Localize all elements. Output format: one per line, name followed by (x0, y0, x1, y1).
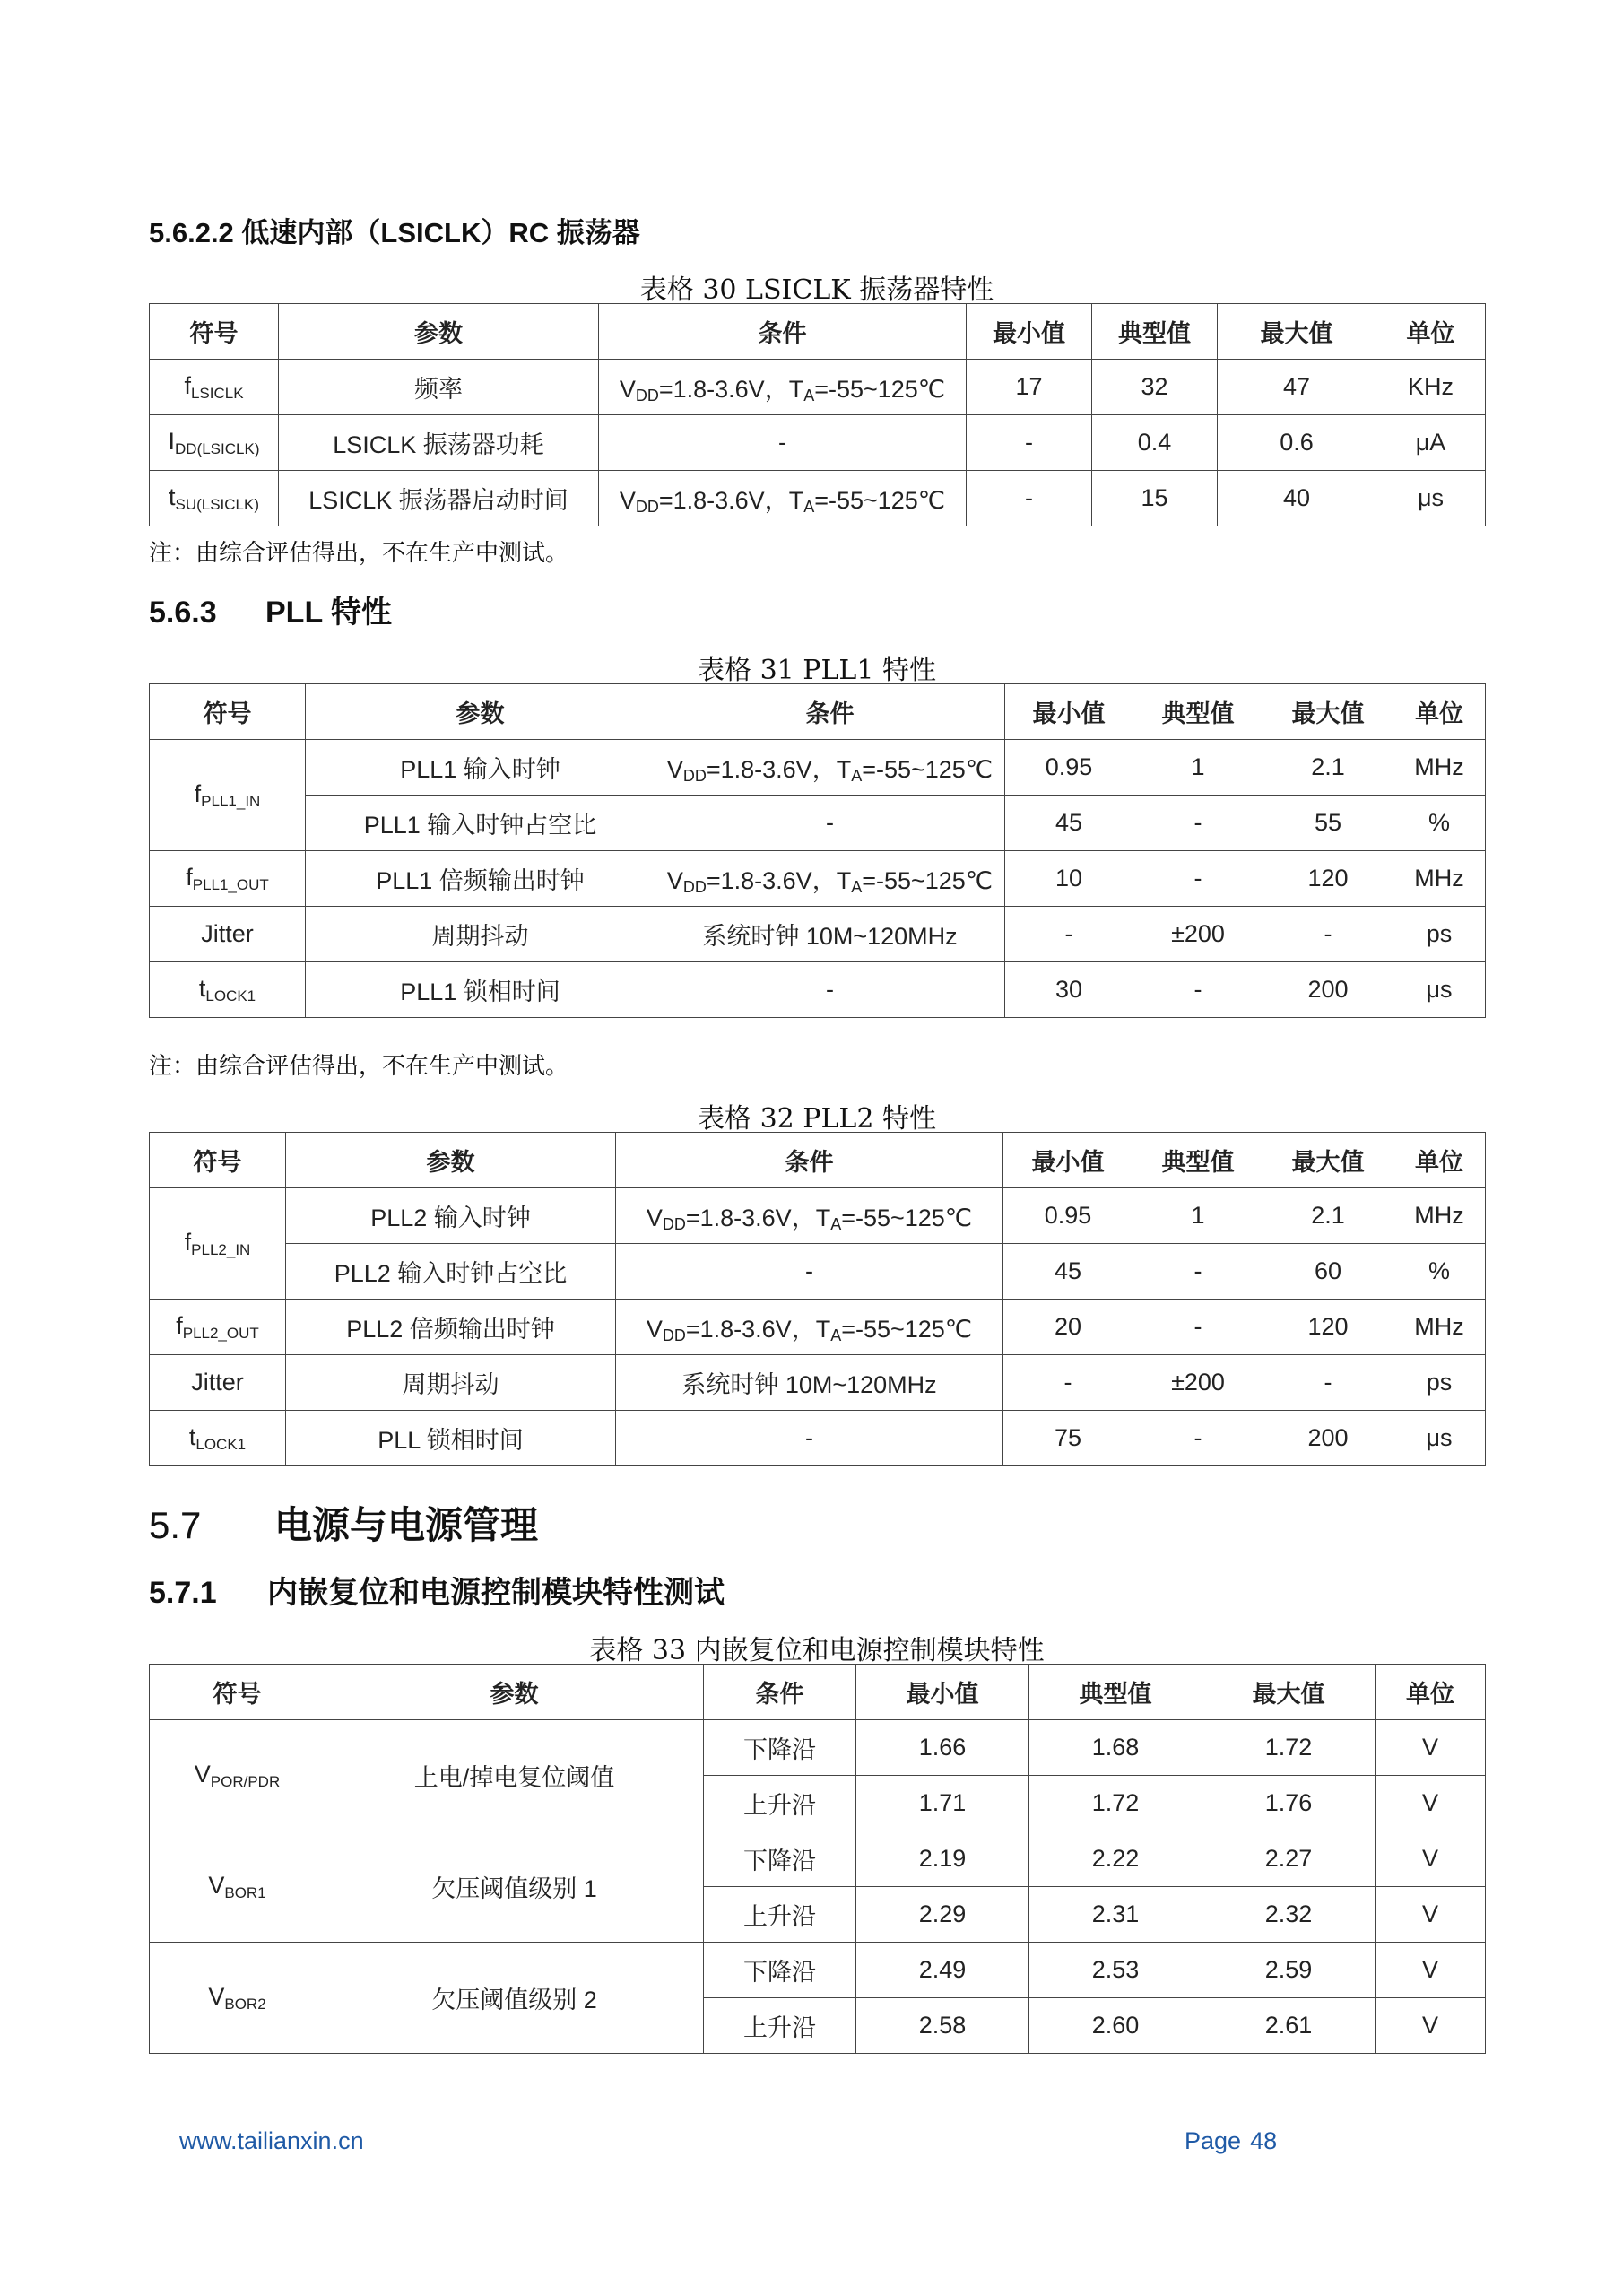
cell-typ: ±200 (1133, 907, 1263, 962)
cell-cond: - (599, 415, 967, 471)
section-heading-text: 电源与电源管理 (274, 1504, 539, 1546)
header-symbol: 符号 (150, 684, 306, 740)
cell-symbol: $f_{PLL2\_OUT}$ (150, 1300, 286, 1355)
cell-symbol: $t_{LOCK1}$ (150, 1411, 286, 1466)
cell-param: 周期抖动 (306, 907, 655, 962)
cell-unit: μA (1376, 415, 1486, 471)
footer-website-link[interactable]: www.tailianxin.cn (179, 2127, 364, 2154)
cell-unit: % (1393, 796, 1486, 851)
cell-unit: μs (1393, 1411, 1486, 1466)
cell-min: 2.19 (856, 1831, 1029, 1887)
header-cond: 条件 (655, 684, 1005, 740)
header-typ: 典型值 (1092, 304, 1218, 360)
section-heading-text: 内嵌复位和电源控制模块特性测试 (267, 1576, 725, 1610)
cell-cond: $V_{DD}=1.8-3.6V$，$T_A=-55\sim 125℃$ (655, 851, 1005, 907)
cell-min: 0.95 (1005, 740, 1133, 796)
cell-unit: μs (1393, 962, 1486, 1018)
table-header-row (150, 1665, 1486, 1720)
cell-symbol: $f_{PLL2\_IN}$ (150, 1188, 286, 1300)
table-header-row (150, 684, 1486, 740)
table-row (150, 471, 1486, 526)
section-number: 5.7 (149, 1504, 202, 1546)
cell-unit: V (1376, 1998, 1486, 2054)
section-heading-text: 5.6.2.2 低速内部（LSICLK）RC 振荡器 (149, 217, 640, 248)
section-heading-563 (149, 587, 392, 631)
cell-max: 2.1 (1263, 1188, 1393, 1244)
cell-cond: $V_{DD}=1.8-3.6V$，$T_A=-55\sim 125℃$ (655, 740, 1005, 796)
header-min: 最小值 (1005, 684, 1133, 740)
cell-param: 周期抖动 (286, 1355, 616, 1411)
cell-min: 1.71 (856, 1776, 1029, 1831)
cell-min: - (967, 471, 1092, 526)
header-cond: 条件 (616, 1133, 1003, 1188)
table-31-pll1 (149, 683, 1486, 1018)
cell-param: 频率 (279, 360, 599, 415)
header-symbol: 符号 (150, 1665, 325, 1720)
cell-typ: 2.60 (1029, 1998, 1202, 2054)
cell-unit: V (1376, 1943, 1486, 1998)
header-unit: 单位 (1393, 1133, 1486, 1188)
cell-param: 欠压阈值级别 2 (325, 1943, 704, 2054)
cell-cond: - (655, 962, 1005, 1018)
cell-param: PLL2 输入时钟占空比 (286, 1244, 616, 1300)
cell-max: - (1263, 907, 1393, 962)
cell-param: LSICLK 振荡器启动时间 (279, 471, 599, 526)
cell-typ: - (1133, 962, 1263, 1018)
table-header-row (150, 1133, 1486, 1188)
cell-typ: 32 (1092, 360, 1218, 415)
cell-cond: 下降沿 (704, 1831, 856, 1887)
cell-symbol: Jitter (150, 907, 306, 962)
header-unit: 单位 (1376, 304, 1486, 360)
cell-symbol: Jitter (150, 1355, 286, 1411)
cell-cond: 上升沿 (704, 1998, 856, 2054)
table-row (150, 962, 1486, 1018)
header-param: 参数 (306, 684, 655, 740)
cell-max: 120 (1263, 851, 1393, 907)
table-row (150, 796, 1486, 851)
cell-unit: MHz (1393, 740, 1486, 796)
header-typ: 典型值 (1133, 1133, 1263, 1188)
cell-symbol: $t_{LOCK1}$ (150, 962, 306, 1018)
cell-cond: 上升沿 (704, 1887, 856, 1943)
cell-typ: 1 (1133, 740, 1263, 796)
cell-param: PLL1 倍频输出时钟 (306, 851, 655, 907)
cell-symbol: $f_{PLL1\_IN}$ (150, 740, 306, 851)
header-typ: 典型值 (1133, 684, 1263, 740)
cell-min: 45 (1003, 1244, 1133, 1300)
cell-param: PLL1 输入时钟 (306, 740, 655, 796)
cell-min: 0.95 (1003, 1188, 1133, 1244)
cell-unit: V (1376, 1887, 1486, 1943)
cell-unit: V (1376, 1831, 1486, 1887)
cell-cond: 上升沿 (704, 1776, 856, 1831)
cell-unit: KHz (1376, 360, 1486, 415)
cell-symbol: $t_{SU(LSICLK)}$ (150, 471, 279, 526)
table-row (150, 1831, 1486, 1887)
cell-min: 30 (1005, 962, 1133, 1018)
cell-unit: V (1376, 1776, 1486, 1831)
cell-unit: MHz (1393, 851, 1486, 907)
table-33-reset-power (149, 1664, 1486, 2054)
cell-cond: 下降沿 (704, 1720, 856, 1776)
cell-cond: 系统时钟 10M~120MHz (655, 907, 1005, 962)
cell-min: 1.66 (856, 1720, 1029, 1776)
section-heading-text: PLL 特性 (265, 596, 393, 630)
table-row (150, 1300, 1486, 1355)
cell-min: 17 (967, 360, 1092, 415)
table-30-caption: 表格 30 LSICLK 振荡器特性 (639, 274, 994, 306)
cell-symbol: $V_{POR/PDR}$ (150, 1720, 325, 1831)
header-typ: 典型值 (1029, 1665, 1202, 1720)
cell-typ: - (1133, 1300, 1263, 1355)
cell-max: 200 (1263, 1411, 1393, 1466)
header-min: 最小值 (967, 304, 1092, 360)
cell-symbol: $V_{BOR1}$ (150, 1831, 325, 1943)
table-32-caption: 表格 32 PLL2 特性 (698, 1103, 936, 1135)
cell-max: 1.76 (1202, 1776, 1376, 1831)
cell-param: PLL 锁相时间 (286, 1411, 616, 1466)
cell-max: 2.59 (1202, 1943, 1376, 1998)
cell-unit: MHz (1393, 1188, 1486, 1244)
cell-param: PLL2 倍频输出时钟 (286, 1300, 616, 1355)
header-max: 最大值 (1218, 304, 1376, 360)
cell-max: 0.6 (1218, 415, 1376, 471)
section-heading-57 (149, 1496, 538, 1550)
header-param: 参数 (279, 304, 599, 360)
cell-min: - (1005, 907, 1133, 962)
cell-max: 47 (1218, 360, 1376, 415)
table-row (150, 1720, 1486, 1776)
cell-param: 欠压阈值级别 1 (325, 1831, 704, 1943)
table-row (150, 740, 1486, 796)
table-row (150, 415, 1486, 471)
cell-cond: 下降沿 (704, 1943, 856, 1998)
cell-max: 120 (1263, 1300, 1393, 1355)
cell-cond: $V_{DD}=1.8-3.6V$，$T_A=-55\sim 125℃$ (599, 471, 967, 526)
cell-max: - (1263, 1355, 1393, 1411)
cell-min: - (967, 415, 1092, 471)
cell-typ: 0.4 (1092, 415, 1218, 471)
table-row (150, 907, 1486, 962)
section-number: 5.7.1 (149, 1576, 217, 1610)
cell-typ: 2.31 (1029, 1887, 1202, 1943)
footer-page-number (1185, 2127, 1277, 2155)
cell-min: 2.58 (856, 1998, 1029, 2054)
header-min: 最小值 (1003, 1133, 1133, 1188)
cell-typ: 1.68 (1029, 1720, 1202, 1776)
cell-param: PLL1 锁相时间 (306, 962, 655, 1018)
cell-typ: - (1133, 1244, 1263, 1300)
cell-cond: 系统时钟 10M~120MHz (616, 1355, 1003, 1411)
cell-min: - (1003, 1355, 1133, 1411)
cell-max: 2.32 (1202, 1887, 1376, 1943)
page-label: Page (1185, 2127, 1242, 2154)
cell-min: 2.49 (856, 1943, 1029, 1998)
table-33-caption: 表格 33 内嵌复位和电源控制模块特性 (589, 1635, 1045, 1666)
cell-typ: 1 (1133, 1188, 1263, 1244)
table-row (150, 1188, 1486, 1244)
header-max: 最大值 (1263, 684, 1393, 740)
header-symbol: 符号 (150, 1133, 286, 1188)
cell-unit: V (1376, 1720, 1486, 1776)
header-cond: 条件 (704, 1665, 856, 1720)
header-max: 最大值 (1263, 1133, 1393, 1188)
cell-max: 2.61 (1202, 1998, 1376, 2054)
cell-param: PLL2 输入时钟 (286, 1188, 616, 1244)
table-31-note: 注：由综合评估得出，不在生产中测试。 (149, 1052, 569, 1079)
cell-param: PLL1 输入时钟占空比 (306, 796, 655, 851)
section-heading-5622 (149, 210, 640, 250)
table-row (150, 360, 1486, 415)
header-min: 最小值 (856, 1665, 1029, 1720)
table-row (150, 1355, 1486, 1411)
section-number: 5.6.3 (149, 596, 217, 630)
cell-param: 上电/掉电复位阈值 (325, 1720, 704, 1831)
page-num: 48 (1250, 2127, 1278, 2154)
cell-min: 45 (1005, 796, 1133, 851)
cell-symbol: $f_{LSICLK}$ (150, 360, 279, 415)
table-32-pll2 (149, 1132, 1486, 1466)
cell-typ: 15 (1092, 471, 1218, 526)
cell-min: 2.29 (856, 1887, 1029, 1943)
cell-typ: - (1133, 1411, 1263, 1466)
cell-unit: % (1393, 1244, 1486, 1300)
cell-max: 2.1 (1263, 740, 1393, 796)
cell-typ: 2.22 (1029, 1831, 1202, 1887)
header-symbol: 符号 (150, 304, 279, 360)
table-row (150, 1411, 1486, 1466)
cell-unit: ps (1393, 1355, 1486, 1411)
table-row (150, 851, 1486, 907)
cell-cond: $V_{DD}=1.8-3.6V$，$T_A=-55\sim 125℃$ (616, 1188, 1003, 1244)
cell-cond: - (616, 1411, 1003, 1466)
cell-cond: - (655, 796, 1005, 851)
header-cond: 条件 (599, 304, 967, 360)
cell-max: 55 (1263, 796, 1393, 851)
cell-max: 200 (1263, 962, 1393, 1018)
table-row (150, 1943, 1486, 1998)
cell-symbol: $f_{PLL1\_OUT}$ (150, 851, 306, 907)
header-unit: 单位 (1393, 684, 1486, 740)
header-param: 参数 (286, 1133, 616, 1188)
cell-typ: - (1133, 796, 1263, 851)
cell-max: 2.27 (1202, 1831, 1376, 1887)
cell-cond: $V_{DD}=1.8-3.6V$，$T_A=-55\sim 125℃$ (599, 360, 967, 415)
cell-unit: MHz (1393, 1300, 1486, 1355)
cell-min: 20 (1003, 1300, 1133, 1355)
table-row (150, 1244, 1486, 1300)
cell-max: 1.72 (1202, 1720, 1376, 1776)
table-30-lsiclk (149, 303, 1486, 526)
table-30-note: 注：由综合评估得出，不在生产中测试。 (149, 539, 569, 566)
cell-param: LSICLK 振荡器功耗 (279, 415, 599, 471)
cell-typ: 2.53 (1029, 1943, 1202, 1998)
section-heading-571 (149, 1568, 725, 1612)
cell-cond: - (616, 1244, 1003, 1300)
cell-min: 75 (1003, 1411, 1133, 1466)
table-31-caption: 表格 31 PLL1 特性 (698, 655, 936, 686)
header-unit: 单位 (1376, 1665, 1486, 1720)
cell-max: 60 (1263, 1244, 1393, 1300)
cell-typ: ±200 (1133, 1355, 1263, 1411)
cell-symbol: $V_{BOR2}$ (150, 1943, 325, 2054)
cell-typ: - (1133, 851, 1263, 907)
cell-cond: $V_{DD}=1.8-3.6V$，$T_A=-55\sim 125℃$ (616, 1300, 1003, 1355)
cell-unit: μs (1376, 471, 1486, 526)
header-param: 参数 (325, 1665, 704, 1720)
header-max: 最大值 (1202, 1665, 1376, 1720)
cell-typ: 1.72 (1029, 1776, 1202, 1831)
table-header-row (150, 304, 1486, 360)
cell-max: 40 (1218, 471, 1376, 526)
cell-symbol: $I_{DD(LSICLK)}$ (150, 415, 279, 471)
cell-unit: ps (1393, 907, 1486, 962)
cell-min: 10 (1005, 851, 1133, 907)
